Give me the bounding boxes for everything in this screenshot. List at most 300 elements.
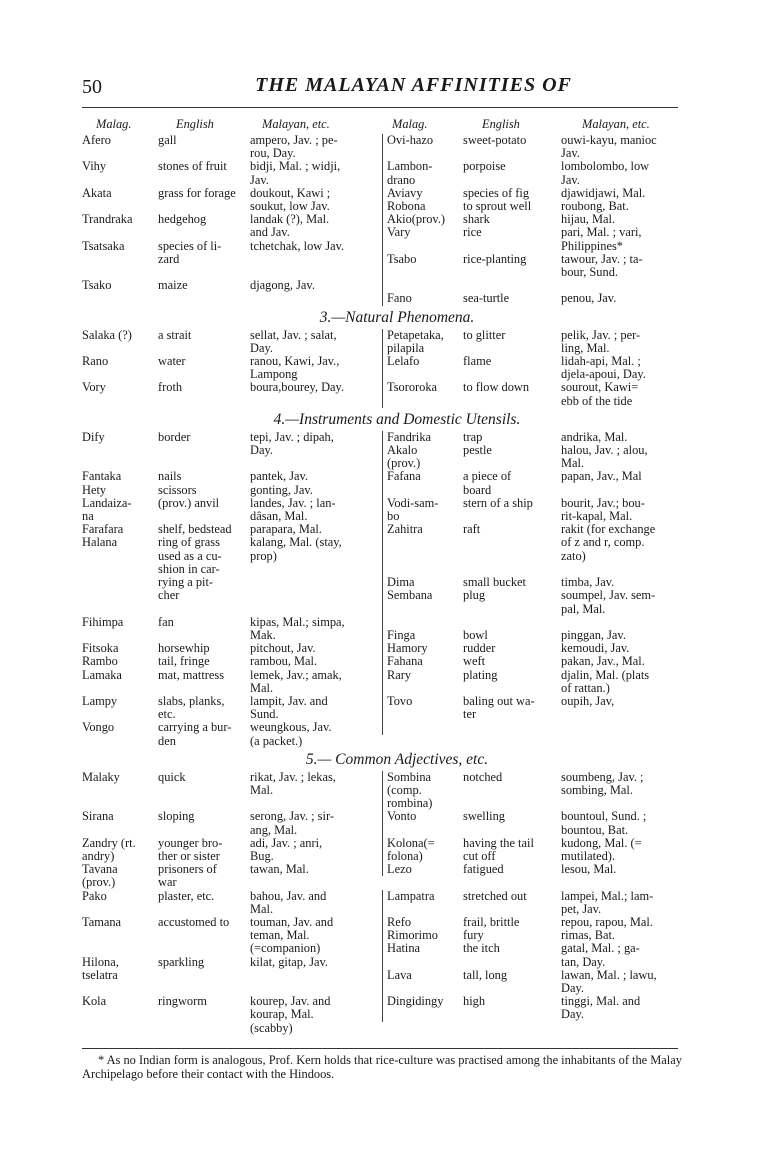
english-gloss [463, 213, 561, 239]
malayan-cognate [561, 213, 679, 239]
cell-line: slabs, planks, [158, 693, 225, 708]
right-entry [382, 771, 682, 811]
right-entry [382, 916, 682, 956]
cell-line: rou, Day. [250, 146, 296, 161]
cell-line: Mal. [250, 901, 274, 916]
column-header: Malag. [96, 117, 132, 131]
cell-line [463, 721, 561, 734]
right-entry [382, 536, 682, 615]
cell-line [561, 616, 679, 629]
malagasy-word [387, 956, 463, 996]
cell-line: hedgehog [158, 212, 207, 227]
cell-line: Lezo [387, 862, 412, 877]
english-gloss [463, 160, 561, 186]
cell-line: bour, Sund. [561, 265, 618, 280]
cell-line: nails [158, 469, 182, 484]
left-entry [82, 470, 382, 523]
cell-line: stones of fruit [158, 159, 227, 174]
malayan-cognate [250, 721, 378, 747]
cell-line [387, 484, 463, 497]
cell-line: Trandraka [82, 212, 133, 227]
right-entry [382, 837, 682, 863]
cell-line: kipas, Mal.; simpa, [250, 614, 345, 629]
table-row [82, 213, 682, 239]
malayan-cognate [250, 240, 378, 266]
section-title: 3.—Natural Phenomena. [319, 308, 475, 326]
running-title [0, 74, 767, 97]
malagasy-word [387, 616, 463, 642]
malagasy-word [387, 995, 463, 1021]
cell-line: Fahana [387, 654, 423, 669]
cell-line: swelling [463, 809, 505, 824]
cell-line [387, 240, 463, 253]
left-entry [82, 240, 382, 266]
right-entry [382, 431, 682, 471]
left-entry [82, 329, 382, 355]
malayan-cognate [250, 536, 378, 602]
column-header: Malayan, etc. [262, 117, 330, 131]
cell-line: plaster, etc. [158, 888, 215, 903]
cell-line: Kolona(= [387, 835, 435, 850]
malayan-cognate [250, 329, 378, 355]
cell-line: Jav. [250, 172, 269, 187]
cell-line: Hilona, [82, 954, 119, 969]
left-entry [82, 355, 382, 381]
left-entry [82, 837, 382, 863]
english-gloss [463, 329, 561, 355]
cell-line: Hamory [387, 641, 428, 656]
cell-line: tan, Day. [561, 954, 606, 969]
cell-line: dâsan, Mal. [250, 509, 308, 524]
table-row [82, 956, 682, 996]
malagasy-word [82, 771, 158, 797]
english-gloss [158, 134, 250, 160]
cell-line: Vary [387, 225, 411, 240]
cell-line: Akio(prov.) [387, 212, 446, 227]
cell-line: shelf, bedstead [158, 522, 232, 537]
left-entry [82, 213, 382, 239]
cell-line: of rattan.) [561, 680, 610, 695]
cell-line: Robona [387, 199, 426, 214]
left-entry [82, 134, 382, 160]
cell-line: mat, mattress [158, 667, 225, 682]
cell-line: porpoise [463, 159, 506, 174]
malagasy-word [387, 213, 463, 239]
malayan-cognate [250, 863, 378, 889]
english-gloss [463, 187, 561, 213]
cell-line: pantek, Jav. [250, 469, 309, 484]
column-header: Malayan, etc. [582, 117, 650, 131]
right-entry [382, 616, 682, 642]
cell-line [387, 956, 463, 969]
cell-line [561, 721, 679, 734]
malagasy-word [387, 890, 463, 916]
footnote: * As no Indian form is analogous, Prof. Kern holds that rice-culture was practised among the inhabitants of the Malay Archipelago before their contact with the Hindoos. [82, 1053, 682, 1081]
english-gloss [463, 134, 561, 160]
english-gloss [463, 810, 561, 836]
cell-line: Fandrika [387, 429, 432, 444]
malagasy-word [82, 995, 158, 1035]
section-rows [82, 431, 682, 748]
table-row [82, 240, 682, 280]
cell-line: roubong, Bat. [561, 199, 629, 214]
english-gloss [158, 771, 250, 797]
cell-line: Tsabo [387, 251, 417, 266]
cell-line: flame [463, 354, 492, 369]
table-row [82, 810, 682, 836]
cell-line: Zandry (rt. [82, 835, 136, 850]
english-gloss [158, 329, 250, 355]
malayan-cognate [561, 187, 679, 213]
cell-line: sparkling [158, 954, 205, 969]
footnote-rule [82, 1048, 678, 1049]
cell-line: Salaka (?) [82, 327, 132, 342]
malayan-cognate [561, 837, 679, 863]
cell-line: drano [387, 172, 416, 187]
english-gloss [463, 431, 561, 471]
cell-line: Day. [250, 443, 273, 458]
cell-line: Lava [387, 967, 412, 982]
english-gloss [158, 890, 250, 916]
cell-line: rakit (for exchange [561, 522, 656, 537]
cell-line: Hety [82, 482, 107, 497]
cell-line: boura,bourey, Day. [250, 380, 345, 395]
cell-line: a strait [158, 327, 192, 342]
english-gloss [463, 523, 561, 536]
cell-line: sombing, Mal. [561, 782, 633, 797]
table-row [82, 134, 682, 160]
column-headers [82, 118, 682, 134]
english-gloss [158, 837, 250, 863]
cell-line: a piece of [463, 469, 512, 484]
cell-line: touman, Jav. and [250, 914, 334, 929]
cell-line: bo [387, 509, 400, 524]
cell-line: sloping [158, 809, 195, 824]
cell-line: Tsororoka [387, 380, 438, 395]
cell-line: bountou, Bat. [561, 822, 629, 837]
cell-line: carrying a bur- [158, 720, 232, 735]
cell-line: gatal, Mal. ; ga- [561, 941, 640, 956]
cell-line: tinggi, Mal. and [561, 994, 641, 1009]
english-gloss [158, 431, 250, 457]
cell-line: rambou, Mal. [250, 654, 318, 669]
cell-line: ranou, Kawi, Jav., [250, 354, 340, 369]
cell-line: Vongo [82, 720, 115, 735]
cell-line: pakan, Jav., Mal. [561, 654, 645, 669]
left-entry [82, 916, 382, 956]
malayan-cognate [250, 134, 378, 160]
table-row [82, 995, 682, 1035]
right-entry [382, 187, 682, 213]
malayan-cognate [250, 616, 378, 642]
cell-line: lombolombo, low [561, 159, 650, 174]
cell-line: gall [158, 133, 177, 147]
cell-line: soumbeng, Jav. ; [561, 769, 644, 784]
cell-line: Hatina [387, 941, 421, 956]
cell-line: accustomed to [158, 914, 230, 929]
cell-line: Mal. [561, 456, 585, 471]
table-row [82, 470, 682, 523]
cell-line: zato) [561, 548, 586, 563]
cell-line: Afero [82, 133, 111, 147]
cell-line: penou, Jav. [561, 291, 617, 306]
cell-line: teman, Mal. [250, 928, 310, 943]
malayan-cognate [561, 536, 679, 615]
cell-line: rice-planting [463, 251, 527, 266]
cell-line: Malaky [82, 769, 120, 784]
malagasy-word [82, 381, 158, 394]
malagasy-word [387, 536, 463, 615]
table-row [82, 721, 682, 747]
english-gloss [158, 240, 250, 266]
malayan-cognate [250, 381, 378, 394]
cell-line: rikat, Jav. ; lekas, [250, 769, 336, 784]
cell-line: cher [158, 588, 180, 603]
cell-line: ebb of the tide [561, 393, 633, 408]
table-row [82, 863, 682, 889]
right-entry [382, 721, 682, 734]
cell-line: Dify [82, 429, 105, 444]
cell-line: Vory [82, 380, 106, 395]
malayan-cognate [250, 187, 378, 213]
cell-line: scissors [158, 482, 197, 497]
malayan-cognate [250, 355, 378, 381]
left-entry [82, 279, 382, 292]
right-entry [382, 810, 682, 836]
malayan-cognate [561, 616, 679, 642]
english-gloss [158, 355, 250, 381]
malagasy-word [82, 810, 158, 836]
cell-line: Farafara [82, 522, 124, 537]
english-gloss [158, 810, 250, 836]
cell-line: Landaiza- [82, 495, 132, 510]
malayan-cognate [561, 240, 679, 280]
cell-line: grass for forage [158, 185, 236, 200]
left-entry [82, 431, 382, 457]
malayan-cognate [561, 642, 679, 695]
english-gloss [463, 470, 561, 523]
cell-line: andrika, Mal. [561, 429, 628, 444]
cell-line: tchetchak, low Jav. [250, 238, 345, 253]
table-row [82, 890, 682, 916]
table-row [82, 431, 682, 471]
cell-line: Vodi-sam- [387, 495, 439, 510]
cell-line: Dingidingy [387, 994, 444, 1009]
malayan-cognate [250, 213, 378, 239]
malagasy-word [387, 837, 463, 863]
cell-line: Tsatsaka [82, 238, 125, 253]
cell-line [387, 721, 463, 734]
table-row [82, 695, 682, 721]
malagasy-word [387, 355, 463, 381]
cell-line: kudong, Mal. (= [561, 835, 642, 850]
cell-line: Fantaka [82, 469, 122, 484]
right-entry [382, 240, 682, 280]
cell-line: hijau, Mal. [561, 212, 616, 227]
cell-line: Refo [387, 914, 412, 929]
cell-line: pestle [463, 443, 492, 458]
cell-line: to flow down [463, 380, 530, 395]
cell-line: pinggan, Jav. [561, 627, 626, 642]
table-row [82, 536, 682, 615]
malayan-cognate [250, 916, 378, 956]
cell-line: of z and r, comp. [561, 535, 645, 550]
cell-line: halou, Jav. ; alou, [561, 443, 648, 458]
left-entry [82, 381, 382, 394]
cell-line: Mal. [250, 680, 274, 695]
malayan-cognate [250, 279, 378, 292]
cell-line: board [463, 482, 492, 497]
cell-line: ang, Mal. [250, 822, 298, 837]
cell-line: prop) [250, 548, 277, 563]
english-gloss [463, 616, 561, 642]
english-gloss [158, 916, 250, 956]
table-row [82, 916, 682, 956]
malayan-cognate [561, 863, 679, 876]
left-entry [82, 956, 382, 982]
cell-line: doukout, Kawi ; [250, 185, 331, 200]
cell-line: rice [463, 225, 482, 240]
malagasy-word [82, 863, 158, 889]
cell-line: shark [463, 212, 490, 227]
cell-line: notched [463, 769, 503, 784]
cell-line: adi, Jav. ; anri, [250, 835, 323, 850]
malagasy-word [387, 187, 463, 213]
left-entry [82, 536, 382, 602]
cell-line: Day. [561, 980, 584, 995]
cell-line: Fano [387, 291, 412, 306]
cell-line: pal, Mal. [561, 601, 606, 616]
cell-line: sweet-potato [463, 133, 527, 147]
cell-line: bahou, Jav. and [250, 888, 327, 903]
cell-line: Akata [82, 185, 112, 200]
english-gloss [463, 240, 561, 280]
table-row [82, 329, 682, 355]
cell-line: Lambon- [387, 159, 433, 174]
cell-line: raft [463, 522, 481, 537]
malagasy-word [387, 240, 463, 280]
cell-line: tawan, Mal. [250, 862, 309, 877]
header-rule [82, 107, 678, 108]
cell-line: Kola [82, 994, 107, 1009]
cell-line: djalin, Mal. (plats [561, 667, 650, 682]
cell-line: younger bro- [158, 835, 223, 850]
cell-line: species of fig [463, 185, 530, 200]
cell-line: (scabby) [250, 1020, 293, 1035]
cell-line: Tsako [82, 278, 112, 293]
cell-line: horsewhip [158, 641, 210, 656]
malagasy-word [387, 810, 463, 836]
cell-line: to sprout well [463, 199, 532, 214]
left-entry [82, 721, 382, 747]
malagasy-word [82, 536, 158, 602]
cell-line: (prov.) [82, 875, 116, 890]
cell-line [463, 240, 561, 253]
cell-line: Sombina [387, 769, 432, 784]
cell-line: Rary [387, 667, 412, 682]
right-entry [382, 642, 682, 695]
cell-line: rombina) [387, 796, 433, 811]
cell-line: soumpel, Jav. sem- [561, 588, 656, 603]
cell-line: Tavana [82, 862, 118, 877]
cell-line [387, 550, 463, 563]
cell-line: mutilated). [561, 848, 616, 863]
malayan-cognate [561, 771, 679, 811]
cell-line: pari, Mal. ; vari, [561, 225, 642, 240]
malayan-cognate [250, 771, 378, 797]
malayan-cognate [250, 695, 378, 721]
cell-line: war [158, 875, 177, 890]
left-entry [82, 995, 382, 1035]
column-header: English [176, 117, 214, 131]
right-entry [382, 863, 682, 876]
cell-line: Fafana [387, 469, 421, 484]
malagasy-word [82, 470, 158, 523]
english-gloss [463, 721, 561, 734]
cell-line: rying a pit- [158, 575, 214, 590]
right-entry [382, 213, 682, 239]
table-row [82, 771, 682, 811]
malayan-cognate [561, 695, 679, 721]
malagasy-word [387, 329, 463, 355]
cell-line: Petapetaka, [387, 327, 444, 342]
cell-line: Sirana [82, 809, 114, 824]
cell-line: ampero, Jav. ; pe- [250, 133, 338, 147]
cell-line: kemoudi, Jav. [561, 641, 630, 656]
cell-line: Day. [561, 1007, 584, 1022]
cell-line: ter [463, 707, 477, 722]
vocabulary-table [82, 118, 682, 1035]
malagasy-word [387, 771, 463, 811]
malayan-cognate [561, 956, 679, 996]
right-entry [382, 695, 682, 721]
left-entry [82, 187, 382, 213]
cell-line: Fihimpa [82, 614, 124, 629]
cell-line: plug [463, 588, 486, 603]
column-header: English [482, 117, 520, 131]
cell-line: pelik, Jav. ; per- [561, 327, 641, 342]
cell-line: species of li- [158, 238, 222, 253]
malagasy-word [387, 642, 463, 695]
cell-line: lidah-api, Mal. ; [561, 354, 641, 369]
cell-line: Lampatra [387, 888, 435, 903]
cell-line: maize [158, 278, 188, 293]
cell-line: Pako [82, 888, 107, 903]
cell-line: pet, Jav. [561, 901, 602, 916]
cell-line: repou, rapou, Mal. [561, 914, 653, 929]
cell-line: parapara, Mal. [250, 522, 322, 537]
cell-line: Zahitra [387, 522, 423, 537]
english-gloss [463, 536, 561, 615]
cell-line: kourap, Mal. [250, 1007, 314, 1022]
cell-line: landes, Jav. ; lan- [250, 495, 336, 510]
cell-line: papan, Jav., Mal [561, 469, 642, 484]
left-entry [82, 890, 382, 916]
cell-line: oupih, Jav, [561, 693, 615, 708]
english-gloss [463, 695, 561, 721]
english-gloss [158, 536, 250, 602]
cell-line: quick [158, 769, 186, 784]
cell-line: weft [463, 654, 486, 669]
section-title: 5.— Common Adjectives, etc. [305, 750, 489, 768]
malagasy-word [82, 134, 158, 160]
cell-line: sellat, Jav. ; salat, [250, 327, 337, 342]
malagasy-word [82, 329, 158, 355]
cell-line: Philippines* [561, 238, 623, 253]
malagasy-word [387, 381, 463, 407]
malayan-cognate [250, 837, 378, 863]
cell-line: cut off [463, 848, 496, 863]
